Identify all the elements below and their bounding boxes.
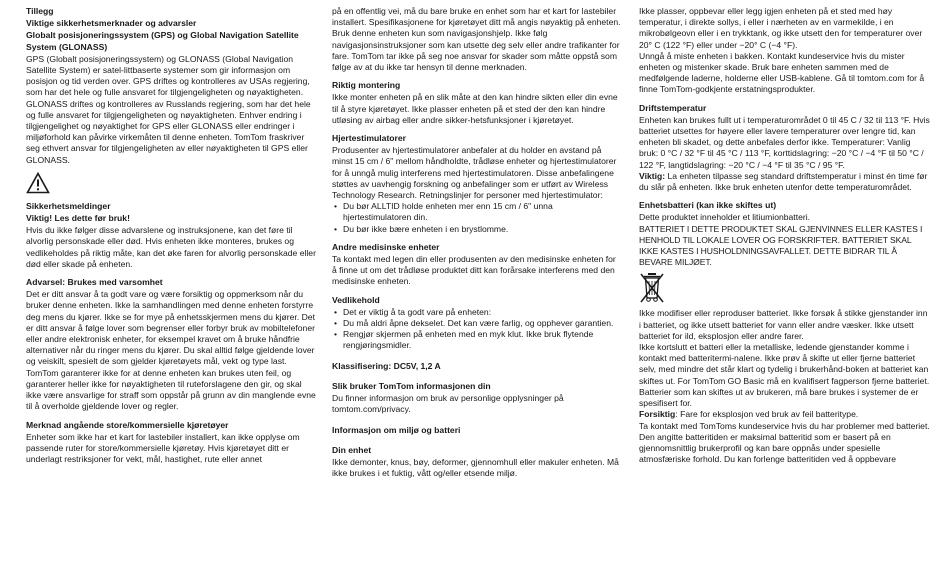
warning-triangle-icon — [26, 172, 50, 194]
paragraph-din-enhet: Ikke demonter, knus, bøy, deformer, gjennomhull eller makuler enheten. Må ikke brukes i et fuktig, vått og/eller etsende miljø. — [332, 456, 619, 479]
column-1 — [26, 6, 316, 465]
viktig-text: La enheten tilpasse seg standard driftstemperatur i minst én time før du slår på enheten. Ikke bruk enheten utenfor dette temperaturområdet. — [639, 170, 928, 193]
paragraph-advarsel: Det er ditt ansvar å ta godt vare og være forsiktig og oppmerksom når du bruker denne enheten. Ikke la samhandlingen med denne enheten forstyrre deg mens du kjører. Ikke se for mye på enhetsskjermen mens du kjører. Det er ditt ansvar å følge lover som begrenser eller forbyr bruk av mobiltelefoner eller andre elektronisk enheter, for eksempel kravet om å bruke håndfrie alternativer når du ringer mens du kjører. Du skal alltid følge gjeldende lover og veiskilt, spesielt de som gjelder kjøretøyets mål, vekt og type last. TomTom garanterer ikke for at denne enheten kan brukes uten feil, og garanterer heller ikke for nøyaktigheten til ruteforslagene den gir, og skal ikke være ansvarlige for straff som oppstår på grunn av din manglende evne til å overholde gjeldende lover og regler. — [26, 289, 316, 412]
paragraph-driftstemperatur: Enheten kan brukes fullt ut i temperaturområdet 0 til 45 C / 32 til 113 °F. Hvis batteriet utsettes for høyere eller lavere temperaturer over lengre tid, kan enheten bli skadet, og dette anbefales derfor ikke. Temperaturer: Vanlig bruk: 0 °C / 32 °F til 45 °C / 113 °F, korttidslagring: −20 °C / −4 °F til 50 °C / 122 °F, langtidslagring: −20 °C / −4 °F til 35 °C / 95 °F. — [639, 114, 930, 170]
paragraph-slik-bruker: Du finner informasjon om bruk av personlige opplysninger på tomtom.com/privacy. — [332, 393, 564, 415]
paragraph-batteri: Dette produktet inneholder et litiumionbatteri. — [639, 212, 811, 223]
heading-slik-bruker: Slik bruker TomTom informasjonen din — [332, 380, 491, 391]
paragraph-kortslutt: Ikke kortslutt et batteri eller la metalliske, ledende gjenstander komme i kontakt med batteritermi-nalene. Ikke prøv å skifte ut eller fjerne batteriet selv, med mindre det står klart og tydelig i brukerhånd-boken at batteriet kan skiftes ut. For TomTom GO Basic må en kvalifisert fagperson fjerne batteriet. Batterier som kan skiftes ut av brukeren, må bare brukes i systemer de er spesifisert for. — [639, 342, 930, 409]
heading-klassifisering: Klassifisering: DC5V, 1,2 A — [332, 360, 441, 371]
forsiktig-label: Forsiktig — [639, 409, 676, 420]
paragraph-continued-2: Unngå å miste enheten i bakken. Kontakt kundeservice hvis du mister enheten og mistenker skade. Bruk bare enheten sammen med de medfølgende laderne, holderne eller USB-kablene. Gå til tomtom.com for å finne TomTom-godkjente erstatningsprodukter. — [639, 50, 925, 95]
heading-merknad: Merknad angående store/kommersielle kjøretøyer — [26, 419, 229, 430]
list-item: • Du må aldri åpne dekselet. Det kan være farlig, og opphever garantien. — [343, 318, 622, 329]
paragraph-merknad: Enheter som ikke har et kart for lastebiler installert, kan ikke opplyse om passende ruter for store/kommersielle kjøretøy. Hvis kjøretøyet ditt er underlagt restriksjoner for vekt, mål, hastighet, rute eller annet — [26, 431, 300, 465]
forsiktig-text: : Fare for eksplosjon ved bruk av feil batteritype. — [675, 409, 859, 420]
paragraph-gps: GPS (Globalt posisjoneringssystem) og GLONASS (Global Navigation Satellite System) er satel-littbaserte systemer som gir informasjon om posisjon og tid verden over. GPS driftes og kontrolleres av USAs regjering, som har det hele og fulle ansvaret for tilgjengeligheten og nøyaktigheten. GLONASS driftes og kontrolleres av Russlands regjering, som har det hele og fulle ansvaret for tilgjengeligheten og nøyaktigheten. Enhver endring i tilgjengelighet og nøyaktighet for GPS eller GLONASS eller endringer i miljøforhold kan påvirke virkemåten til denne enheten. TomTom fraskriver seg ethvert ansvar for tilgjengeligheten av eller nøyaktigheten til GPS eller GLONASS. — [26, 53, 311, 165]
heading-driftstemperatur: Driftstemperatur — [639, 102, 707, 113]
paragraph-forsiktig — [639, 409, 931, 420]
paragraph-continued: Ikke plasser, oppbevar eller legg igjen enheten på et sted med høy temperatur, i direkte sollys, i eller i nærheten av en varmekilde, i en mikrobølgeovn eller i en trykktank, og ikke utsett den for temperaturer over 20° C (122 °F) eller under −20° C (−4 °F). — [639, 6, 923, 50]
paragraph-kontakt: Ta kontakt med TomToms kundeservice hvis du har problemer med batteriet. — [639, 420, 930, 431]
heading-viktige: Viktige sikkerhetsmerknader og advarsler — [26, 18, 197, 29]
list-hjertestimulatorer — [332, 201, 622, 235]
heading-vedlikehold: Vedlikehold — [332, 294, 380, 305]
column-3 — [639, 6, 931, 465]
heading-tillegg: Tillegg — [26, 6, 54, 16]
list-item: • Du bør ikke bære enheten i en brystlomme. — [343, 224, 622, 235]
list-item: • Det er viktig å ta godt vare på enheten: — [343, 307, 622, 318]
heading-hjertestimulatorer: Hjertestimulatorer — [332, 133, 407, 144]
heading-gps: Globalt posisjoneringssystem (GPS) og Global Navigation Satellite System (GLONASS) — [26, 30, 299, 52]
paragraph-modifiser: Ikke modifiser eller reproduser batteriet. Ikke forsøk å stikke gjenstander inn i batteriet, og ikke utsett batteriet for vann eller andre væsker. Ikke utsett batteriet for ild, eksplosjon eller andre farer. — [639, 308, 928, 341]
list-item: • Rengjør skjermen på enheten med en myk klut. Ikke bruk flytende rengjøringsmidler. — [343, 329, 622, 351]
paragraph-levetid: Den angitte batteritiden er maksimal batteritid som er basert på en gjennomsnittlig brukerprofil og kan bare oppnås under spesielle atmosfæriske forhold. Du kan forlenge batteritiden ved å oppbevare — [639, 431, 897, 465]
heading-sikkerhetsmeldinger: Sikkerhetsmeldinger — [26, 200, 111, 211]
heading-din-enhet: Din enhet — [332, 444, 372, 455]
paragraph-continued: på en offentlig vei, må du bare bruke en enhet som har et kart for lastebiler installert. Spesifikasjonene for kjøretøyet ditt må angis nøyaktig på enheten. Bruk denne enheten kun som navigasjonshjelp. Ikke følg navigasjonsinstruksjoner som kan utsette deg selv eller andre trafikanter for fare. TomTom tar ikke på seg noe ansvar for skader som måtte oppstå som følge av at du ikke tar hensyn til denne merknaden. — [332, 6, 621, 73]
heading-viktig: Viktig! Les dette før bruk! — [26, 213, 130, 224]
paragraph-viktig: Hvis du ikke følger disse advarslene og instruksjonene, kan det føre til alvorlig personskade eller død. Hvis enheten ikke monteres, brukes og vedlikeholdes på riktig måte, kan det øke faren for alvorlig personskade eller død eller skade på enheten. — [26, 225, 316, 269]
heading-miljo: Informasjon om miljø og batteri — [332, 424, 461, 435]
heading-advarsel: Advarsel: Brukes med varsomhet — [26, 277, 163, 288]
heading-andre-medisinske: Andre medisinske enheter — [332, 241, 440, 252]
paragraph-batteri-uppercase: BATTERIET I DETTE PRODUKTET SKAL GJENVINNES ELLER KASTES I HENHOLD TIL LOKALE LOVER OG FORSKRIFTER. BATTERIET SKAL IKKE KASTES I HUSHOLDNINGSAVFALLET. DETTE BIDRAR TIL Å BEVARE MILJØET. — [639, 223, 923, 268]
column-2 — [332, 6, 622, 479]
paragraph-viktig — [639, 171, 931, 193]
list-item: • Du bør ALLTID holde enheten mer enn 15 cm / 6" unna hjertestimulatoren din. — [343, 201, 622, 223]
heading-enhetsbatteri: Enhetsbatteri (kan ikke skiftes ut) — [639, 200, 777, 211]
paragraph-hjertestimulatorer: Produsenter av hjertestimulatorer anbefaler at du holder en avstand på minst 15 cm / 6" mellom håndholdte, trådløse enheter og hjertestimulatorer for å unngå mulig interferens med hjertestimulatoren. Disse anbefalingene støttes av uavhengig forskning og anbefalinger som er utført av Wireless Technology Research. Retningslinjer for personer med hjertestimulator: — [332, 145, 617, 201]
viktig-label: Viktig: — [639, 170, 666, 181]
crossed-out-wheeled-bin-icon — [639, 271, 665, 305]
heading-montering: Riktig montering — [332, 80, 401, 91]
paragraph-andre-medisinske: Ta kontakt med legen din eller produsenten av den medisinske enheten for å finne ut om det trådløse produktet ditt kan forårsake interferens med den medisinske enheten. — [332, 254, 616, 287]
list-vedlikehold — [332, 307, 622, 352]
paragraph-montering: Ikke monter enheten på en slik måte at den kan hindre sikten eller din evne til å styre kjøretøyet. Ikke plasser enheten på et sted der den kan hindre utløsing av airbag eller andre sikker-hetsfunksjoner i kjøretøyet. — [332, 92, 618, 125]
